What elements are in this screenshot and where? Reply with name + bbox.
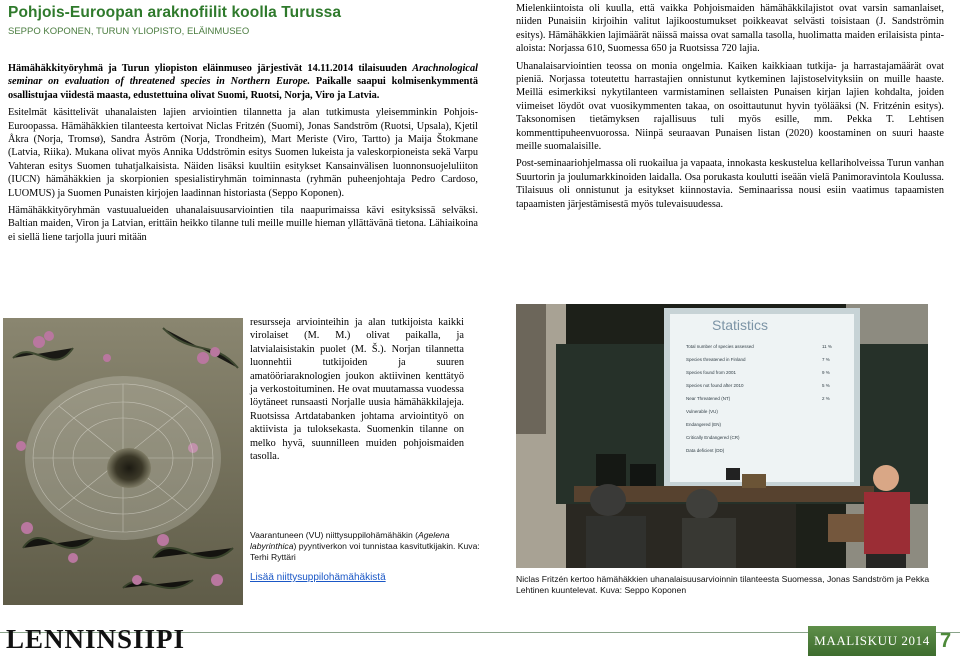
right-paragraph-1: Mielenkiintoista oli kuulla, että vaikka Pohjoismaiden hämähäkkilajistot ovat varsin samanlaiset, niiden Punaisiin kirjoihin valitut lajikoostumukset poikkeavat selvästi toisistaan (J. Sandströmin esitys). Hämähäkkien lajimäärät näissä maissa ovat samalla tasolla, huolimatta maiden erilaisista pinta-aloista: Norjassa 610, Suomessa 650 ja Ruotsissa 720 lajia. xyxy=(516,3,944,55)
slide-line: Total number of species assessed xyxy=(686,344,754,349)
magazine-logo xyxy=(4,616,190,662)
right-paragraph-2: Uhanalaisarviointien teossa on monia ongelmia. Kaiken kaikkiaan tutkija- ja harrastajamäärät ovat pieniä. Norjassa toteutettu harrastajien onnistunut kytkeminen lajistoselvityksiin on muille haaste. Meillä esimerkiksi nykytilanteen varmistaminen sellaisten Punaisen kirjan lajien kohdalta, joiden viimeiset löydöt ovat vuosikymmenten takaa, on osoittautunut hyvin työlääksi (N. Fritzénin esitys). Taksonomisen tietämyksen rajallisuus tuli myös esille, mm. Pekka T. Lehtisen kommenttipuheenvuorossa. Niinpä seuraavan Punaisen listan (2020) koostaminen on suuri haaste meille suomalaisille. xyxy=(516,60,944,153)
article-byline: SEPPO KOPONEN, TURUN YLIOPISTO, ELÄINMUSEO xyxy=(8,26,250,37)
slide-line: Species threatened in Finland xyxy=(686,357,746,362)
page-number: 7 xyxy=(940,630,952,652)
left-column xyxy=(8,62,478,248)
slide-percent: 7 % xyxy=(822,357,830,362)
slide-percent: 2 % xyxy=(822,396,830,401)
slide-percent: 9 % xyxy=(822,370,830,375)
lead-text-a: Hämähäkkityöryhmä ja Turun yliopiston eläinmuseo järjestivät 14.11.2014 tilaisuuden xyxy=(8,63,413,74)
spider-web-illustration xyxy=(3,318,243,605)
seminar-name: Arachnological seminar on evaluation of threatened species in Northern Europe. xyxy=(8,63,478,88)
slide-line: Species not found after 2010 xyxy=(686,383,744,388)
slide-percent: 5 % xyxy=(822,383,830,388)
seminar-illustration xyxy=(516,304,928,568)
slide-percent: 11 % xyxy=(822,344,832,349)
slide-title: Statistics xyxy=(712,317,769,333)
slide-line: Data deficient (DD) xyxy=(686,448,725,453)
spider-web-photo xyxy=(3,318,243,605)
article-title: Pohjois-Euroopan araknofiilit koolla Turussa xyxy=(8,4,342,21)
body-paragraph-1: Esitelmät käsittelivät uhanalaisten lajien arviointien tilannetta ja alan tutkimusta yleisemminkin Pohjois-Euroopassa. Hämähäkkien tilanteesta kertoivat Niclas Fritzén (Suomi), Jonas Sandström (Ruotsi, Upsala), Kjetil Åkra (Norja, Tromsø), Sandra Åström (Norja, Trondheim), Mart Meriste (Viro, Tartto) ja Maija Štokmane (Latvia, Riika). Mukana olivat myös Annika Uddströmin esitys Suomen lukeista ja valeskorpioneista sekä Varpu Vahteran esitys Suomen tuhatjalkaisista. Näiden lisäksi kuultiin esitykset Kansainvälisen luonnonsuojeluliiton (IUCN) hämähäkkien ja skorpionien spesialistiryhmän toiminnasta (ryhmän puheenjohtaja Pedro Cardoso, LUOMUS) ja Suomen Punaisten kirjojen laadinnan historiasta (Seppo Koponen). xyxy=(8,107,478,199)
slide-line: Critically Endangered (CR) xyxy=(686,435,740,440)
wrapped-paragraph: resursseja arviointeihin ja alan tutkijoista kaikki virolaiset (M. M.) olivat paikalla, ja latvialaisistakin puolet (M. Š.). Norjan tilannetta luonnehtii tutkijoiden ja suuren amatööriaraknologien joukon aktiivinen kenttätyö ja verkostoituminen. He ovat muutamassa vuodessa löytäneet runsaasti Norjalle uusia hämähäkkilajeja. Ruotsissa Artdatabanken johtama arviointityö on aktiivista ja tuloksekasta. Suomenkin tilanne on melko hyvä, suunnilleen muiden pohjoismaiden tasolla. xyxy=(250,317,464,463)
body-paragraph-2: Hämähäkkityöryhmän vastuualueiden uhanalaisuusarviointien tila naapurimaissa kävi esityksissä selväksi. Baltian maiden, Viron ja Latvian, erittäin heikko tilanne tuli meille muille hieman yllättävänä tietona. Lähiaikoina ei siellä liene tarjolla juuri mitään xyxy=(8,205,478,243)
lead-paragraph xyxy=(8,62,478,102)
slide-line: Vulnerable (VU) xyxy=(686,409,718,414)
seminar-photo-caption: Niclas Fritzén kertoo hämähäkkien uhanalaisuusarvioinnin tilanteesta Suomessa, Jonas Sandström ja Pekka Lehtinen kuuntelevat. Kuva: Seppo Koponen xyxy=(516,574,930,595)
right-column xyxy=(516,2,944,215)
issue-label: MAALISKUU 2014 xyxy=(814,633,930,648)
slide-line: Species found from 2001 xyxy=(686,370,737,375)
seminar-photo xyxy=(516,304,928,568)
lead-text-b: Paikalle saapui kolmisenkymmentä osallistujaa viidestä maasta, edustettuina olivat Suomi, Ruotsi, Norja, Viro ja Latvia. xyxy=(8,76,478,101)
magazine-logo-text: LENNINSIIPI xyxy=(6,624,186,654)
species-name: Agelena labyrinthica xyxy=(250,530,450,551)
issue-badge xyxy=(808,626,936,656)
slide-line: Endangered (EN) xyxy=(686,422,722,427)
slide-line: Near Threatened (NT) xyxy=(686,396,731,401)
more-info-link[interactable]: Lisää niittysuppilohämähäkistä xyxy=(250,572,386,583)
spider-photo-caption: Vaarantuneen (VU) niittysuppilohämähäkin (Agelena labyrinthica) pyyntiverkon voi tunnistaa kasvitutkijakin. Kuva: Terhi Ryttäri xyxy=(250,530,480,562)
right-paragraph-3: Post-seminaariohjelmassa oli ruokailua ja vapaata, innokasta keskustelua kellariholveissa Turun vanhan Suurtorin ja joulumarkkinoiden laidalla. Osa porukasta koulutti iseään vielä Panimoravintola Koulussa. Tilaisuus oli onnistunut ja esitykset kiinnostavia. Seminaarissa nousi esiin vaatimus tapaamisten tapaamisten järjestämisestä myös tulevaisuudessa. xyxy=(516,158,944,210)
